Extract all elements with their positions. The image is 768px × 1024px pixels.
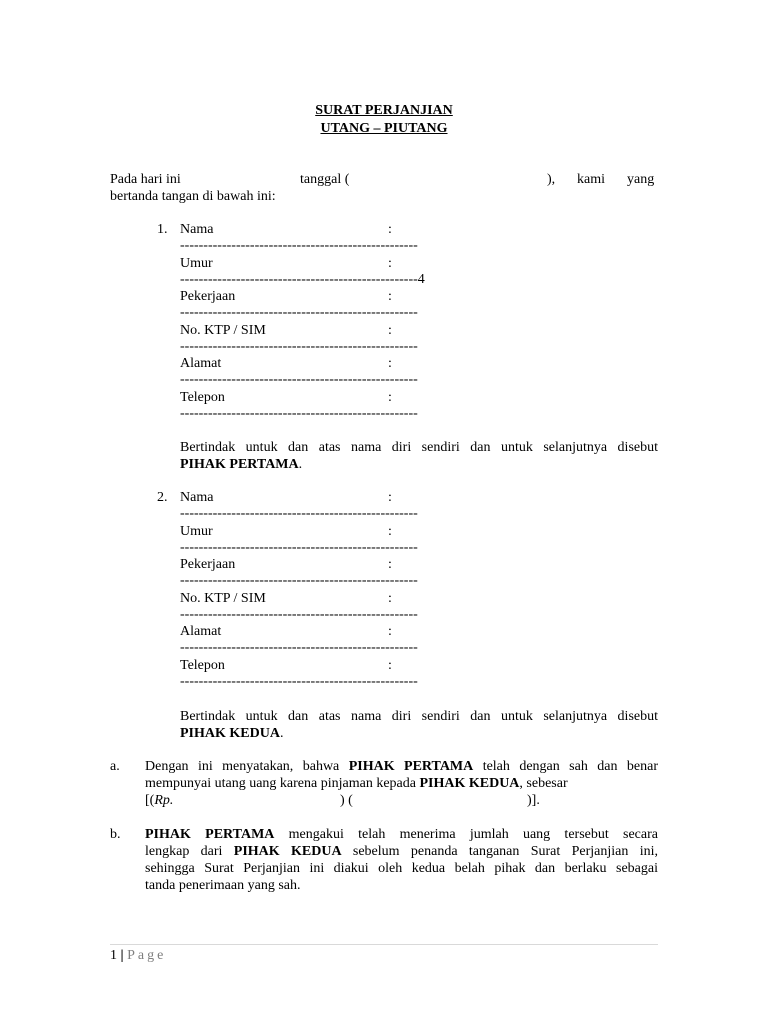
clause-a-line-2 (145, 775, 568, 792)
party2-role-line (180, 725, 283, 742)
clause-b-text: sebelum penanda tanganan Surat Perjanjian ini, (341, 844, 659, 859)
document-title: SURAT PERJANJIAN (315, 103, 453, 118)
clause-b-party: PIHAK KEDUA (233, 844, 342, 859)
field-blank-line: --------------------------------------------------- (180, 305, 418, 320)
clause-b-line-3: sehingga Surat Perjanjian ini diakui oleh kedua belah pihak dan berlaku sebagai (145, 861, 658, 876)
clause-a-open (145, 792, 173, 809)
page-footer (110, 947, 166, 964)
field-colon: : (388, 490, 392, 505)
clause-a-party: PIHAK PERTAMA (348, 759, 474, 774)
clause-a-close: )]. (527, 793, 540, 808)
clause-a-currency: Rp. (154, 793, 174, 808)
field-colon: : (388, 524, 392, 539)
field-blank-line: --------------------------------------------------- (180, 674, 418, 689)
field-colon: : (388, 323, 392, 338)
field-label: Nama (180, 222, 214, 237)
field-blank-line: --------------------------------------------------- (180, 506, 418, 521)
field-colon: : (388, 289, 392, 304)
field-label: Alamat (180, 356, 222, 371)
party2-role: PIHAK KEDUA (180, 726, 280, 741)
clause-b-text: lengkap dari (145, 844, 234, 859)
field-colon: : (388, 658, 392, 673)
field-label: Pekerjaan (180, 557, 236, 572)
party1-role-line (180, 456, 302, 473)
clause-a-marker: a. (110, 759, 120, 774)
party2-number: 2. (157, 490, 168, 505)
intro-close-paren: ), (547, 172, 556, 187)
page-separator: | (120, 948, 124, 963)
clause-a-text: mempunyai utang uang karena pinjaman kepada (145, 776, 420, 791)
field-label: Telepon (180, 658, 225, 673)
clause-a-text: Dengan ini menyatakan, bahwa (145, 759, 349, 774)
footer-divider (110, 944, 658, 945)
party1-role-end: . (298, 457, 303, 472)
clause-b-line-1 (145, 826, 658, 843)
clause-b-marker: b. (110, 827, 121, 842)
party1-number: 1. (157, 222, 168, 237)
field-colon: : (388, 557, 392, 572)
field-colon: : (388, 256, 392, 271)
party1-statement: Bertindak untuk dan atas nama diri sendiri dan untuk selanjutnya disebut (180, 440, 658, 455)
field-blank-line: --------------------------------------------------- (180, 406, 418, 421)
field-label: No. KTP / SIM (180, 591, 266, 606)
clause-b-line-4: tanda penerimaan yang sah. (145, 878, 301, 893)
clause-b-party: PIHAK PERTAMA (145, 827, 275, 842)
intro-yang: yang (627, 172, 655, 187)
field-blank-line: ---------------------------------------------------4 (180, 272, 425, 287)
clause-a-text: , sebesar (519, 776, 568, 791)
field-blank-line: --------------------------------------------------- (180, 607, 418, 622)
field-colon: : (388, 356, 392, 371)
intro-line-2: bertanda tangan di bawah ini: (110, 189, 276, 204)
field-blank-line: --------------------------------------------------- (180, 640, 418, 655)
field-label: Telepon (180, 390, 225, 405)
field-blank-line: --------------------------------------------------- (180, 540, 418, 555)
party2-statement: Bertindak untuk dan atas nama diri sendiri dan untuk selanjutnya disebut (180, 709, 658, 724)
clause-b-text: mengakui telah menerima jumlah uang tersebut secara (274, 827, 658, 842)
field-colon: : (388, 591, 392, 606)
field-label: Pekerjaan (180, 289, 236, 304)
field-blank-line: --------------------------------------------------- (180, 573, 418, 588)
field-colon: : (388, 222, 392, 237)
party2-role-end: . (279, 726, 284, 741)
clause-a-text: telah dengan sah dan benar (473, 759, 658, 774)
document-subtitle: UTANG – PIUTANG (320, 121, 448, 136)
field-label: Umur (180, 256, 213, 271)
field-label: Alamat (180, 624, 222, 639)
clause-a-party: PIHAK KEDUA (419, 776, 520, 791)
field-label: Nama (180, 490, 214, 505)
field-label: Umur (180, 524, 213, 539)
page-number: 1 (110, 948, 117, 963)
field-blank-line: --------------------------------------------------- (180, 238, 418, 253)
field-colon: : (388, 390, 392, 405)
intro-date-label: tanggal ( (300, 172, 350, 187)
clause-a-mid: ) ( (340, 793, 353, 808)
field-label: No. KTP / SIM (180, 323, 266, 338)
clause-b-line-2 (145, 843, 658, 860)
intro-kami: kami (577, 172, 605, 187)
field-blank-line: --------------------------------------------------- (180, 339, 418, 354)
clause-a-bracket: [( (145, 793, 155, 808)
field-colon: : (388, 624, 392, 639)
intro-day-label: Pada hari ini (110, 172, 181, 187)
party1-role: PIHAK PERTAMA (180, 457, 299, 472)
clause-a-line-1 (145, 758, 658, 775)
page-word: Page (127, 948, 167, 963)
field-blank-line: --------------------------------------------------- (180, 372, 418, 387)
